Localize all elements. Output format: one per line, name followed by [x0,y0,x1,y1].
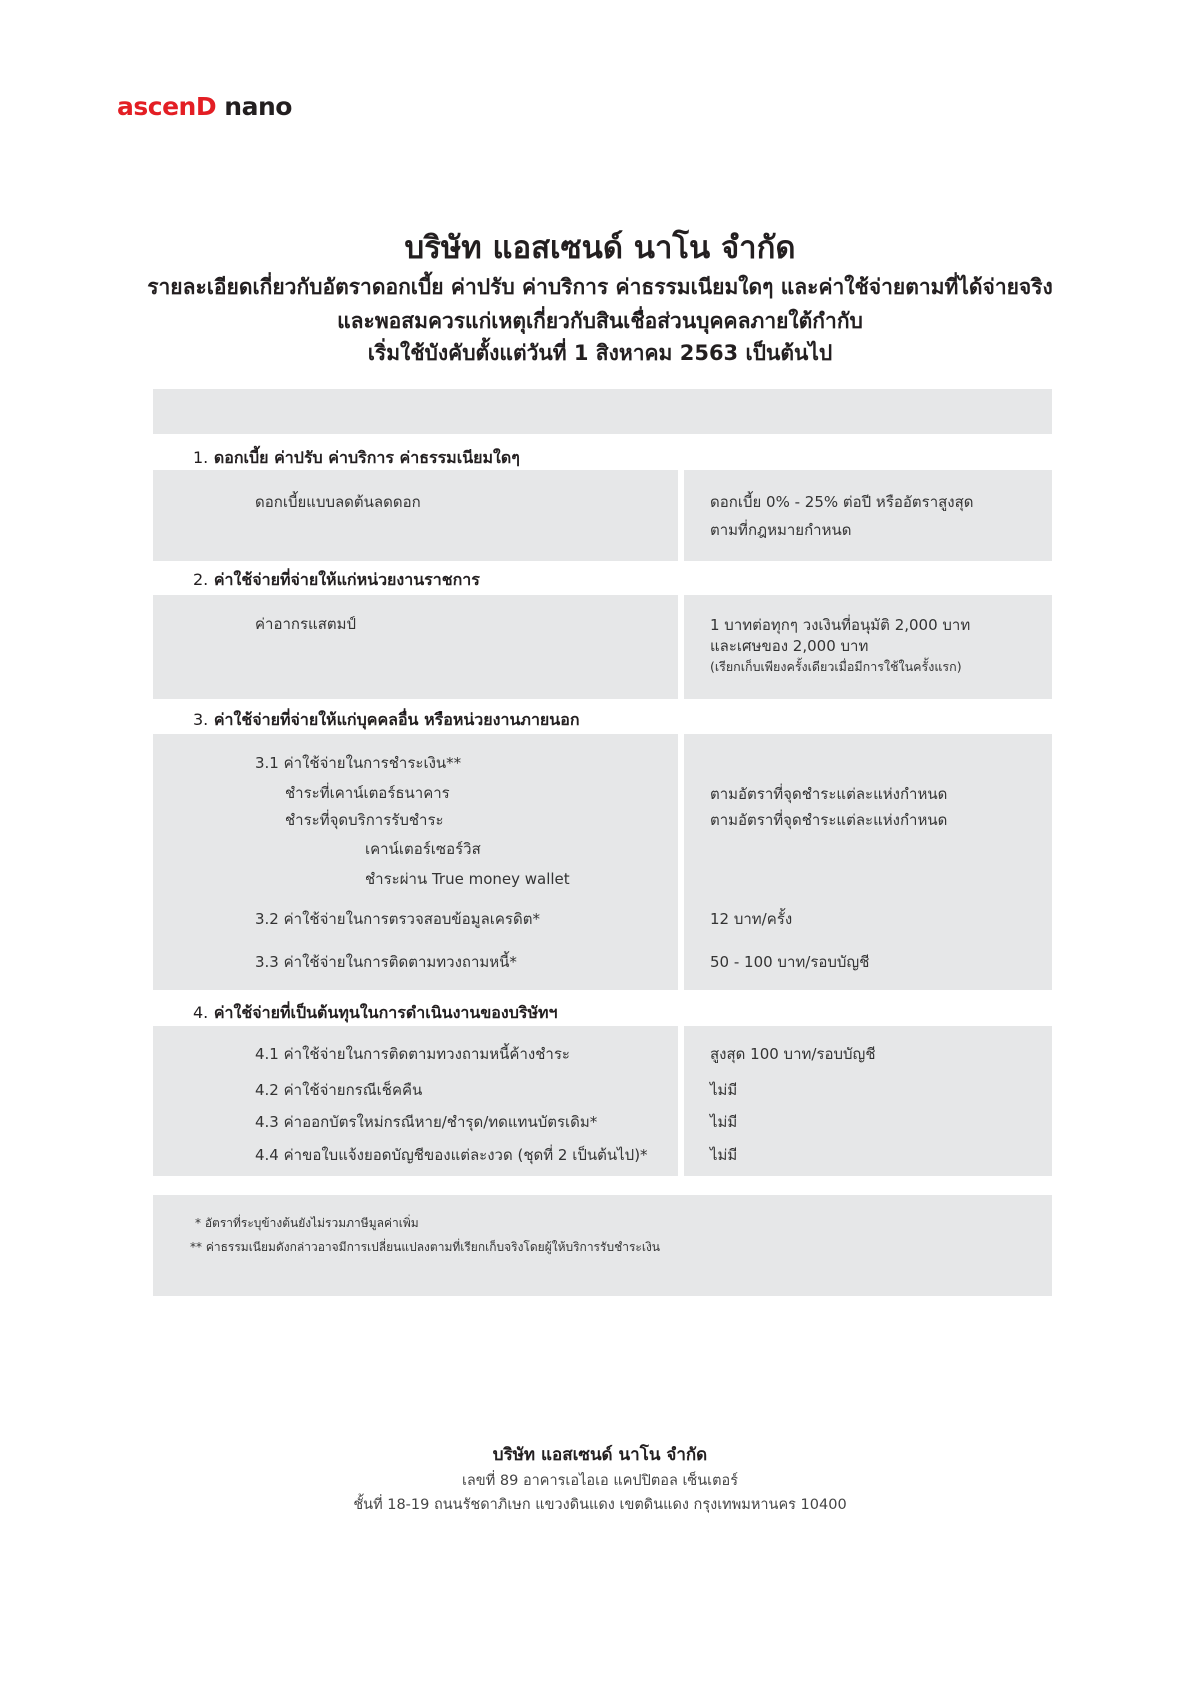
logo-nano: nano [216,92,292,121]
section-1-value-line-2: ตามที่กฎหมายกำหนด [710,521,852,539]
logo-ascend: ascenD [117,92,217,121]
section-1-number: 1. [193,448,209,467]
section-2-value-line-1: 1 บาทต่อทุกๆ วงเงินที่อนุมัติ 2,000 บาท [710,616,971,634]
section-4-title: ค่าใช้จ่ายที่เป็นต้นทุนในการดำเนินงานของบริษัทฯ [213,1003,558,1022]
section-2-label-cell [153,595,678,699]
section-1-value-cell [684,470,1052,561]
section-3-value-3-2: 12 บาท/ครั้ง [710,910,793,928]
company-logo [117,92,292,122]
subtitle-line-3: เริ่มใช้บังคับตั้งแต่วันที่ 1 สิงหาคม 2563 เป็นต้นไป [367,341,833,365]
section-2-title: ค่าใช้จ่ายที่จ่ายให้แก่หน่วยงานราชการ [213,570,480,589]
section-3-item-3-1-bank: ชำระที่เคาน์เตอร์ธนาคาร [285,784,450,802]
section-3-value-3-3: 50 - 100 บาท/รอบบัญชี [710,953,870,971]
note-vat: * อัตราที่ระบุข้างต้นยังไม่รวมภาษีมูลค่าเพิ่ม [195,1216,419,1230]
section-2-value-note: (เรียกเก็บเพียงครั้งเดียวเมื่อมีการใช้ในครั้งแรก) [710,659,962,674]
section-3-item-3-1-service-point: ชำระที่จุดบริการรับชำระ [285,811,444,829]
section-4-value-4-1: สูงสุด 100 บาท/รอบบัญชี [710,1045,876,1063]
section-4-item-4-4: 4.4 ค่าขอใบแจ้งยอดบัญชีของแต่ละงวด (ชุดที่ 2 เป็นต้นไป)* [255,1146,648,1164]
section-4-heading [193,1001,558,1026]
page-title: บริษัท แอสเซนด์ นาโน จำกัด [404,230,796,266]
section-4-value-4-4: ไม่มี [710,1146,738,1164]
section-3-value-service-point: ตามอัตราที่จุดชำระแต่ละแห่งกำหนด [710,811,948,829]
section-1-label: ดอกเบี้ยแบบลดต้นลดดอก [255,493,421,511]
section-3-value-bank: ตามอัตราที่จุดชำระแต่ละแห่งกำหนด [710,785,948,803]
section-3-item-3-2: 3.2 ค่าใช้จ่ายในการตรวจสอบข้อมูลเครดิต* [255,910,540,928]
footer-company: บริษัท แอสเซนด์ นาโน จำกัด [492,1445,708,1465]
section-2-number: 2. [193,570,209,589]
section-2-value-line-2: และเศษของ 2,000 บาท [710,637,869,655]
footer-address-line-2: ชั้นที่ 18-19 ถนนรัชดาภิเษก แขวงดินแดง เขตดินแดง กรุงเทพมหานคร 10400 [353,1497,847,1513]
section-3-item-3-3: 3.3 ค่าใช้จ่ายในการติดตามทวงถามหนี้* [255,953,517,971]
section-3-title: ค่าใช้จ่ายที่จ่ายให้แก่บุคคลอื่น หรือหน่วยงานภายนอก [213,710,580,729]
footer-address-line-1: เลขที่ 89 อาคารเอไอเอ แคปปิตอล เซ็นเตอร์ [461,1473,739,1489]
section-1-title: ดอกเบี้ย ค่าปรับ ค่าบริการ ค่าธรรมเนียมใดๆ [213,448,520,467]
section-3-number: 3. [193,710,209,729]
section-1-heading [193,446,520,471]
subtitle-line-2: และพอสมควรแก่เหตุเกี่ยวกับสินเชื่อส่วนบุคคลภายใต้กำกับ [337,309,863,333]
note-payment-fee: ** ค่าธรรมเนียมดังกล่าวอาจมีการเปลี่ยนแปลงตามที่เรียกเก็บจริงโดยผู้ให้บริการรับชำระเงิน [190,1240,661,1254]
section-4-value-4-3: ไม่มี [710,1113,738,1131]
section-3-item-true-money: ชำระผ่าน True money wallet [365,870,570,888]
section-3-item-3-1: 3.1 ค่าใช้จ่ายในการชำระเงิน** [255,754,462,772]
section-4-item-4-1: 4.1 ค่าใช้จ่ายในการติดตามทวงถามหนี้ค้างชำระ [255,1045,570,1063]
section-1-value-line-1: ดอกเบี้ย 0% - 25% ต่อปี หรืออัตราสูงสุด [710,493,974,511]
section-3-item-counter-service: เคาน์เตอร์เซอร์วิส [365,840,481,858]
section-4-number: 4. [193,1003,209,1022]
section-3-heading [193,708,580,733]
section-1-label-cell [153,470,678,561]
subtitle-line-1: รายละเอียดเกี่ยวกับอัตราดอกเบี้ย ค่าปรับ ค่าบริการ ค่าธรรมเนียมใดๆ และค่าใช้จ่ายตามที่ได้จ่ายจริง [147,275,1053,299]
section-2-heading [193,568,480,593]
section-4-item-4-3: 4.3 ค่าออกบัตรใหม่กรณีหาย/ชำรุด/ทดแทนบัตรเดิม* [255,1113,598,1131]
table-header-bar [153,389,1052,434]
section-2-label: ค่าอากรแสตมป์ [255,615,357,633]
section-4-value-4-2: ไม่มี [710,1081,738,1099]
section-4-item-4-2: 4.2 ค่าใช้จ่ายกรณีเช็คคืน [255,1081,423,1099]
